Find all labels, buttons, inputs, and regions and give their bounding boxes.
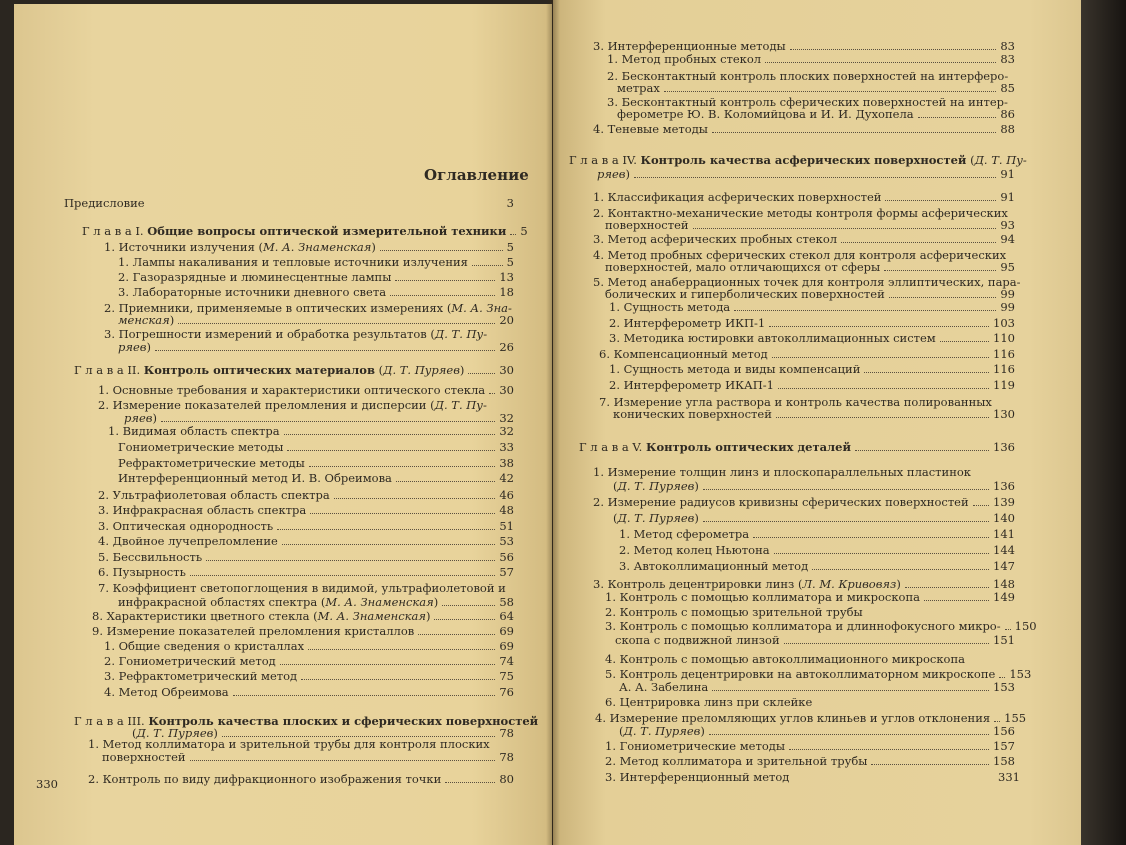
toc-entry-title: ферометре Ю. В. Коломийцова и И. И. Духопела <box>617 107 914 121</box>
toc-entry-title: 4. Теневые методы <box>593 122 708 136</box>
toc-entry-title: 4. Метод пробных сферических стекол для контроля асферических <box>593 248 1007 262</box>
book-gutter <box>546 0 560 845</box>
toc-entry-page: 136 <box>993 479 1015 493</box>
dot-leader <box>418 634 495 635</box>
dot-leader <box>769 326 989 327</box>
toc-entry-page: 116 <box>993 362 1015 376</box>
toc-entry-title: 2. Гониометрический метод <box>104 654 276 668</box>
dot-leader <box>905 587 989 588</box>
toc-entry-page: 88 <box>1000 122 1015 136</box>
toc-entry-page: 91 <box>1000 190 1015 204</box>
toc-entry-page: 5 <box>506 240 514 254</box>
dot-leader <box>885 200 996 201</box>
toc-entry-page: 78 <box>499 726 514 740</box>
toc-entry-page: 110 <box>993 331 1015 345</box>
toc-entry-page: 32 <box>499 411 514 425</box>
toc-entry <box>104 655 514 668</box>
toc-entry-page: 33 <box>499 440 514 454</box>
dot-leader <box>778 388 989 389</box>
toc-entry <box>118 441 514 454</box>
toc-entry-page: 151 <box>993 633 1015 647</box>
toc-entry <box>104 640 514 653</box>
toc-entry <box>593 233 1015 246</box>
toc-entry <box>605 771 789 784</box>
toc-entry-title: 1. Общие сведения о кристаллах <box>104 639 305 653</box>
toc-entry-title: 2. Интерферометр ИКАП-1 <box>609 378 774 392</box>
dot-leader <box>233 695 496 696</box>
dot-leader <box>973 505 989 506</box>
toc-entry-title: (Д. Т. Пуряев) <box>132 726 218 740</box>
toc-entry-page: 119 <box>993 378 1015 392</box>
toc-entry <box>615 634 1015 647</box>
dot-leader <box>999 677 1005 678</box>
toc-entry <box>605 653 965 666</box>
toc-entry-title: поверхностей <box>605 218 689 232</box>
toc-entry-page: 141 <box>993 527 1015 541</box>
toc-entry-page: 48 <box>499 503 514 517</box>
toc-entry <box>593 123 1015 136</box>
toc-entry-title: 4. Измерение преломляющих углов клиньев и углов отклонения <box>595 711 991 725</box>
dot-leader <box>395 280 495 281</box>
toc-entry-page: 139 <box>993 495 1015 509</box>
toc-entry <box>613 512 1015 525</box>
toc-entry-title: (Д. Т. Пуряев) <box>613 511 699 525</box>
dot-leader <box>468 373 495 374</box>
toc-entry-title: 4. Двойное лучепреломление <box>98 534 278 548</box>
dot-leader <box>308 649 495 650</box>
dot-leader <box>712 132 996 133</box>
toc-entry <box>605 740 1015 753</box>
dot-leader <box>178 323 495 324</box>
toc-entry-page: 18 <box>499 285 514 299</box>
toc-entry <box>605 696 812 709</box>
toc-entry-title: скопа с подвижной линзой <box>615 633 780 647</box>
toc-entry <box>569 154 1027 167</box>
toc-entry <box>64 197 514 210</box>
toc-entry-title: 7. Коэффициент светопоглощения в видимой, ультрафиолетовой и <box>98 581 506 595</box>
toc-entry-title: Рефрактометрические методы <box>118 456 305 470</box>
dot-leader <box>703 521 989 522</box>
toc-entry <box>619 725 1015 738</box>
toc-entry-page: 13 <box>499 270 514 284</box>
dot-leader <box>709 734 989 735</box>
toc-entry-title: 3. Автоколлимационный метод <box>619 559 809 573</box>
right-page <box>553 0 1081 845</box>
toc-entry-title: 2. Измерение радиусов кривизны сферических поверхностей <box>593 495 969 509</box>
toc-entry-title: 1. Сущность метода <box>609 300 731 314</box>
toc-entry-page: 46 <box>499 488 514 502</box>
toc-entry <box>619 544 1015 557</box>
toc-entry-title: 1. Метод сферометра <box>619 527 750 541</box>
toc-entry-title: 3. Оптическая однородность <box>98 519 274 533</box>
page-title: Оглавление <box>424 166 529 184</box>
toc-entry-title: 1. Сущность метода и виды компенсаций <box>609 362 861 376</box>
toc-entry-page: 91 <box>1000 167 1015 181</box>
toc-entry <box>98 551 514 564</box>
dot-leader <box>310 513 495 514</box>
toc-entry <box>104 686 514 699</box>
toc-entry-title: Г л а в а I. Общие вопросы оптической измерительной техники <box>82 224 507 238</box>
toc-entry <box>617 82 1015 95</box>
toc-entry-title: 3. Интерференционный метод <box>605 770 790 784</box>
toc-entry <box>118 457 514 470</box>
dot-leader <box>753 537 989 538</box>
toc-entry <box>98 582 506 595</box>
toc-entry-title: 2. Контактно-механические методы контроля формы асферических <box>593 206 1008 220</box>
page-number: 331 <box>998 770 1020 784</box>
toc-entry <box>98 535 514 548</box>
dot-leader <box>790 49 997 50</box>
toc-entry-page: 83 <box>1000 52 1015 66</box>
toc-entry-page: 74 <box>499 654 514 668</box>
toc-entry <box>613 480 1015 493</box>
toc-entry-title: 2. Приемники, применяемые в оптических измерениях (М. А. Зна- <box>104 301 512 315</box>
toc-entry-title: 3. Инфракрасная область спектра <box>98 503 307 517</box>
toc-entry-page: 56 <box>499 550 514 564</box>
dot-leader <box>772 357 989 358</box>
toc-entry-title: 1. Видимая область спектра <box>108 424 280 438</box>
toc-entry-title: метрах <box>617 81 660 95</box>
toc-entry <box>605 755 1015 768</box>
toc-entry-title: 8. Характеристики цветного стекла (М. А. Знаменская) <box>92 609 431 623</box>
toc-entry-page: 51 <box>499 519 514 533</box>
toc-entry-title: 6. Пузырность <box>98 565 186 579</box>
toc-entry-page: 80 <box>499 772 514 786</box>
toc-entry-page: 144 <box>993 543 1015 557</box>
toc-entry <box>605 261 1015 274</box>
toc-entry-title: поверхностей <box>102 750 186 764</box>
toc-entry-page: 155 <box>1004 711 1027 725</box>
dot-leader <box>287 450 495 451</box>
dot-leader <box>489 393 495 394</box>
toc-entry-page: 30 <box>499 383 514 397</box>
dot-leader <box>855 450 989 451</box>
toc-entry <box>605 606 863 619</box>
toc-entry-title: 3. Контроль с помощью коллиматора и длиннофокусного микро- <box>605 619 1001 633</box>
toc-entry-title: (Д. Т. Пуряев) <box>619 724 705 738</box>
dot-leader <box>434 619 495 620</box>
toc-entry-page: 99 <box>1000 300 1015 314</box>
dot-leader <box>442 605 495 606</box>
toc-entry-page: 83 <box>1000 39 1015 53</box>
dot-leader <box>190 575 495 576</box>
toc-entry-title: 3. Интерференционные методы <box>593 39 786 53</box>
toc-entry-title: 1. Контроль с помощью коллиматора и микроскопа <box>605 590 920 604</box>
toc-entry-page: 58 <box>499 595 514 609</box>
dot-leader <box>309 466 496 467</box>
toc-entry <box>599 348 1015 361</box>
toc-entry-title: 4. Контроль с помощью автоколлимационного микроскопа <box>605 652 965 666</box>
dot-leader <box>693 228 997 229</box>
toc-entry <box>609 301 1015 314</box>
toc-entry-page: 20 <box>499 313 514 327</box>
page-number: 330 <box>36 777 58 791</box>
toc-entry-page: 158 <box>993 754 1015 768</box>
dot-leader <box>634 177 996 178</box>
dot-leader <box>774 553 989 554</box>
toc-entry-page: 86 <box>1000 107 1015 121</box>
toc-entry <box>88 773 514 786</box>
toc-entry-page: 94 <box>1000 232 1015 246</box>
toc-entry-title: 3. Метод асферических пробных стекол <box>593 232 838 246</box>
toc-entry <box>597 168 1015 181</box>
toc-entry-title: 3. Контроль децентрировки линз (Л. М. Кривовяз) <box>593 577 901 591</box>
toc-entry-title: 2. Газоразрядные и люминесцентные лампы <box>118 270 392 284</box>
toc-entry <box>118 271 514 284</box>
toc-entry <box>593 496 1015 509</box>
dot-leader <box>380 250 503 251</box>
toc-entry-title: 2. Метод коллиматора и зрительной трубы <box>605 754 868 768</box>
toc-entry <box>104 328 487 341</box>
toc-entry-page: 53 <box>499 534 514 548</box>
toc-entry-title: 1. Классификация асферических поверхностей <box>593 190 882 204</box>
dot-leader <box>994 721 1000 722</box>
toc-entry-page: 140 <box>993 511 1015 525</box>
toc-entry-title: Г л а в а III. Контроль качества плоских и сферических поверхностей <box>74 714 539 728</box>
toc-entry-page: 95 <box>1000 260 1015 274</box>
toc-entry <box>118 472 514 485</box>
toc-entry <box>98 489 514 502</box>
dot-leader <box>703 489 989 490</box>
dot-leader <box>155 350 495 351</box>
toc-entry-title: 5. Метод анаберрационных точек для контроля эллиптических, пара- <box>593 275 1021 289</box>
toc-entry <box>74 364 514 377</box>
toc-entry-title: 2. Метод колец Ньютона <box>619 543 770 557</box>
toc-entry <box>102 751 514 764</box>
toc-entry-page: 78 <box>499 750 514 764</box>
toc-entry <box>609 332 1015 345</box>
toc-entry <box>104 670 514 683</box>
toc-entry <box>98 566 514 579</box>
dot-leader <box>734 310 996 311</box>
dot-leader <box>864 372 989 373</box>
dot-leader <box>301 679 495 680</box>
toc-entry <box>98 504 514 517</box>
dot-leader <box>776 417 989 418</box>
dot-leader <box>784 643 989 644</box>
toc-entry-page: 5 <box>520 224 528 238</box>
toc-entry-page: 130 <box>993 407 1015 421</box>
dot-leader <box>765 62 996 63</box>
toc-entry-page: 136 <box>993 440 1015 454</box>
toc-entry-title: Г л а в а V. Контроль оптических деталей <box>579 440 851 454</box>
toc-entry-title: 2. Измерение показателей преломления и дисперсии (Д. Т. Пу- <box>98 398 487 412</box>
toc-entry-title: 5. Контроль децентрировки на автоколлиматорном микроскопе <box>605 667 996 681</box>
toc-entry-page: 5 <box>506 255 514 269</box>
toc-entry <box>118 314 514 327</box>
dot-leader <box>712 690 989 691</box>
toc-entry <box>617 108 1015 121</box>
toc-entry-title: ряев) <box>118 340 151 354</box>
toc-entry-title: 2. Контроль по виду дифракционного изображения точки <box>88 772 442 786</box>
toc-entry <box>118 341 514 354</box>
dot-leader <box>190 760 496 761</box>
dot-leader <box>871 764 989 765</box>
toc-entry-title: 1. Метод пробных стекол <box>607 52 762 66</box>
toc-entry <box>619 560 1015 573</box>
toc-entry-page: 147 <box>993 559 1015 573</box>
dot-leader <box>277 529 495 530</box>
toc-entry-title: конических поверхностей <box>613 407 772 421</box>
toc-entry <box>607 53 1015 66</box>
toc-entry-page: 64 <box>499 609 514 623</box>
toc-entry <box>609 317 1015 330</box>
toc-entry-page: 76 <box>499 685 514 699</box>
toc-entry-title: 1. Измерение толщин линз и плоскопараллельных пластинок <box>593 465 971 479</box>
toc-entry-page: 75 <box>499 669 514 683</box>
toc-entry-page: 116 <box>993 347 1015 361</box>
toc-entry-page: 3 <box>506 196 514 210</box>
dot-leader <box>445 782 495 783</box>
toc-entry-title: 1. Лампы накаливания и тепловые источники излучения <box>118 255 468 269</box>
toc-entry <box>98 520 514 533</box>
toc-entry-page: 38 <box>499 456 514 470</box>
dot-leader <box>390 295 495 296</box>
toc-entry <box>108 425 514 438</box>
toc-entry-title: 1. Метод коллиматора и зрительной трубы для контроля плоских <box>88 737 490 751</box>
toc-entry-title: (Д. Т. Пуряев) <box>613 479 699 493</box>
toc-entry-title: Интерференционный метод И. В. Обреимова <box>118 471 392 485</box>
toc-entry <box>92 625 514 638</box>
toc-entry <box>118 596 514 609</box>
toc-entry <box>593 191 1015 204</box>
toc-entry-page: 93 <box>1000 218 1015 232</box>
toc-entry-page: 26 <box>499 340 514 354</box>
toc-entry-page: 103 <box>993 316 1015 330</box>
toc-entry-title: ряев) <box>597 167 630 181</box>
dot-leader <box>940 341 989 342</box>
toc-entry <box>619 681 1015 694</box>
dot-leader <box>334 498 496 499</box>
toc-entry-title: А. А. Забелина <box>619 680 709 694</box>
toc-entry-title: ряев) <box>124 411 157 425</box>
toc-entry-title: Предисловие <box>64 196 145 210</box>
toc-entry-title: менская) <box>118 313 175 327</box>
dot-leader <box>664 91 997 92</box>
dot-leader <box>510 234 516 235</box>
toc-entry <box>98 384 514 397</box>
dot-leader <box>284 434 496 435</box>
dot-leader <box>472 265 503 266</box>
toc-entry-title: 3. Лабораторные источники дневного света <box>118 285 387 299</box>
dot-leader <box>889 297 997 298</box>
toc-entry-page: 30 <box>499 363 514 377</box>
toc-entry <box>593 466 971 479</box>
toc-entry <box>92 610 514 623</box>
toc-entry-page: 148 <box>993 577 1015 591</box>
toc-entry-page: 42 <box>499 471 514 485</box>
toc-entry-title: 6. Компенсационный метод <box>599 347 768 361</box>
toc-entry-title: болических и гиперболических поверхностей <box>605 287 885 301</box>
toc-entry-title: 1. Источники излучения (М. А. Знаменская) <box>104 240 376 254</box>
toc-entry-title: 3. Рефрактометрический метод <box>104 669 298 683</box>
toc-entry-title: поверхностей, мало отличающихся от сферы <box>605 260 881 274</box>
toc-entry-title: 7. Измерение угла раствора и контроль качества полированных <box>599 395 992 409</box>
dot-leader <box>841 242 996 243</box>
toc-entry-page: 153 <box>993 680 1015 694</box>
toc-entry <box>609 363 1015 376</box>
dot-leader <box>280 664 496 665</box>
toc-entry-title: 3. Бесконтактный контроль сферических поверхностей на интер- <box>607 95 1008 109</box>
toc-entry-title: Гониометрические методы <box>118 440 284 454</box>
toc-entry-page: 69 <box>499 624 514 638</box>
toc-entry-title: 2. Интерферометр ИКП-1 <box>609 316 766 330</box>
toc-entry <box>82 224 528 238</box>
toc-entry-title: 6. Центрировка линз при склейке <box>605 695 813 709</box>
toc-entry <box>609 379 1015 392</box>
toc-entry-page: 150 <box>1014 619 1037 633</box>
toc-entry <box>104 241 514 254</box>
toc-entry-page: 149 <box>993 590 1015 604</box>
toc-entry <box>605 591 1015 604</box>
toc-entry-title: Г л а в а II. Контроль оптических материалов (Д. Т. Пуряев) <box>74 363 465 377</box>
toc-entry <box>118 256 514 269</box>
dot-leader <box>789 749 989 750</box>
dot-leader <box>206 560 495 561</box>
dot-leader <box>396 481 495 482</box>
toc-entry-page: 69 <box>499 639 514 653</box>
toc-entry-title: 3. Методика юстировки автоколлимационных систем <box>609 331 936 345</box>
dot-leader <box>884 270 996 271</box>
toc-entry-title: 3. Погрешности измерений и обработка результатов (Д. Т. Пу- <box>104 327 488 341</box>
toc-entry <box>613 408 1015 421</box>
toc-entry-title: 1. Гониометрические методы <box>605 739 785 753</box>
toc-entry-title: 1. Основные требования и характеристики оптического стекла <box>98 383 486 397</box>
dot-leader <box>924 600 989 601</box>
dot-leader <box>282 544 496 545</box>
dot-leader <box>918 117 997 118</box>
toc-entry-title: 5. Бессвильность <box>98 550 203 564</box>
toc-entry-page: 85 <box>1000 81 1015 95</box>
toc-entry-title: 9. Измерение показателей преломления кристаллов <box>92 624 415 638</box>
toc-entry-title: 2. Ультрафиолетовая область спектра <box>98 488 330 502</box>
toc-entry <box>118 286 514 299</box>
toc-entry-title: инфракрасной областях спектра (М. А. Знаменская) <box>118 595 439 609</box>
left-page <box>14 4 552 845</box>
toc-entry-page: 57 <box>499 565 514 579</box>
toc-entry-title: Г л а в а IV. Контроль качества асферических поверхностей (Д. Т. Пу- <box>569 153 1027 167</box>
toc-entry-title: 4. Метод Обреимова <box>104 685 229 699</box>
dot-leader <box>161 421 495 422</box>
toc-entry-page: 99 <box>1000 287 1015 301</box>
toc-entry-page: 157 <box>993 739 1015 753</box>
toc-entry-page: 156 <box>993 724 1015 738</box>
toc-entry <box>619 528 1015 541</box>
dot-leader <box>812 569 989 570</box>
toc-entry <box>605 219 1015 232</box>
toc-entry-page: 32 <box>499 424 514 438</box>
toc-entry-title: 2. Бесконтактный контроль плоских поверхностей на интерферо- <box>607 69 1009 83</box>
toc-entry-title: 2. Контроль с помощью зрительной трубы <box>605 605 863 619</box>
dot-leader <box>1005 629 1011 630</box>
toc-entry <box>605 619 1037 633</box>
background-edge <box>1081 0 1126 845</box>
toc-entry-page: 153 <box>1009 667 1032 681</box>
toc-entry <box>579 441 1015 454</box>
